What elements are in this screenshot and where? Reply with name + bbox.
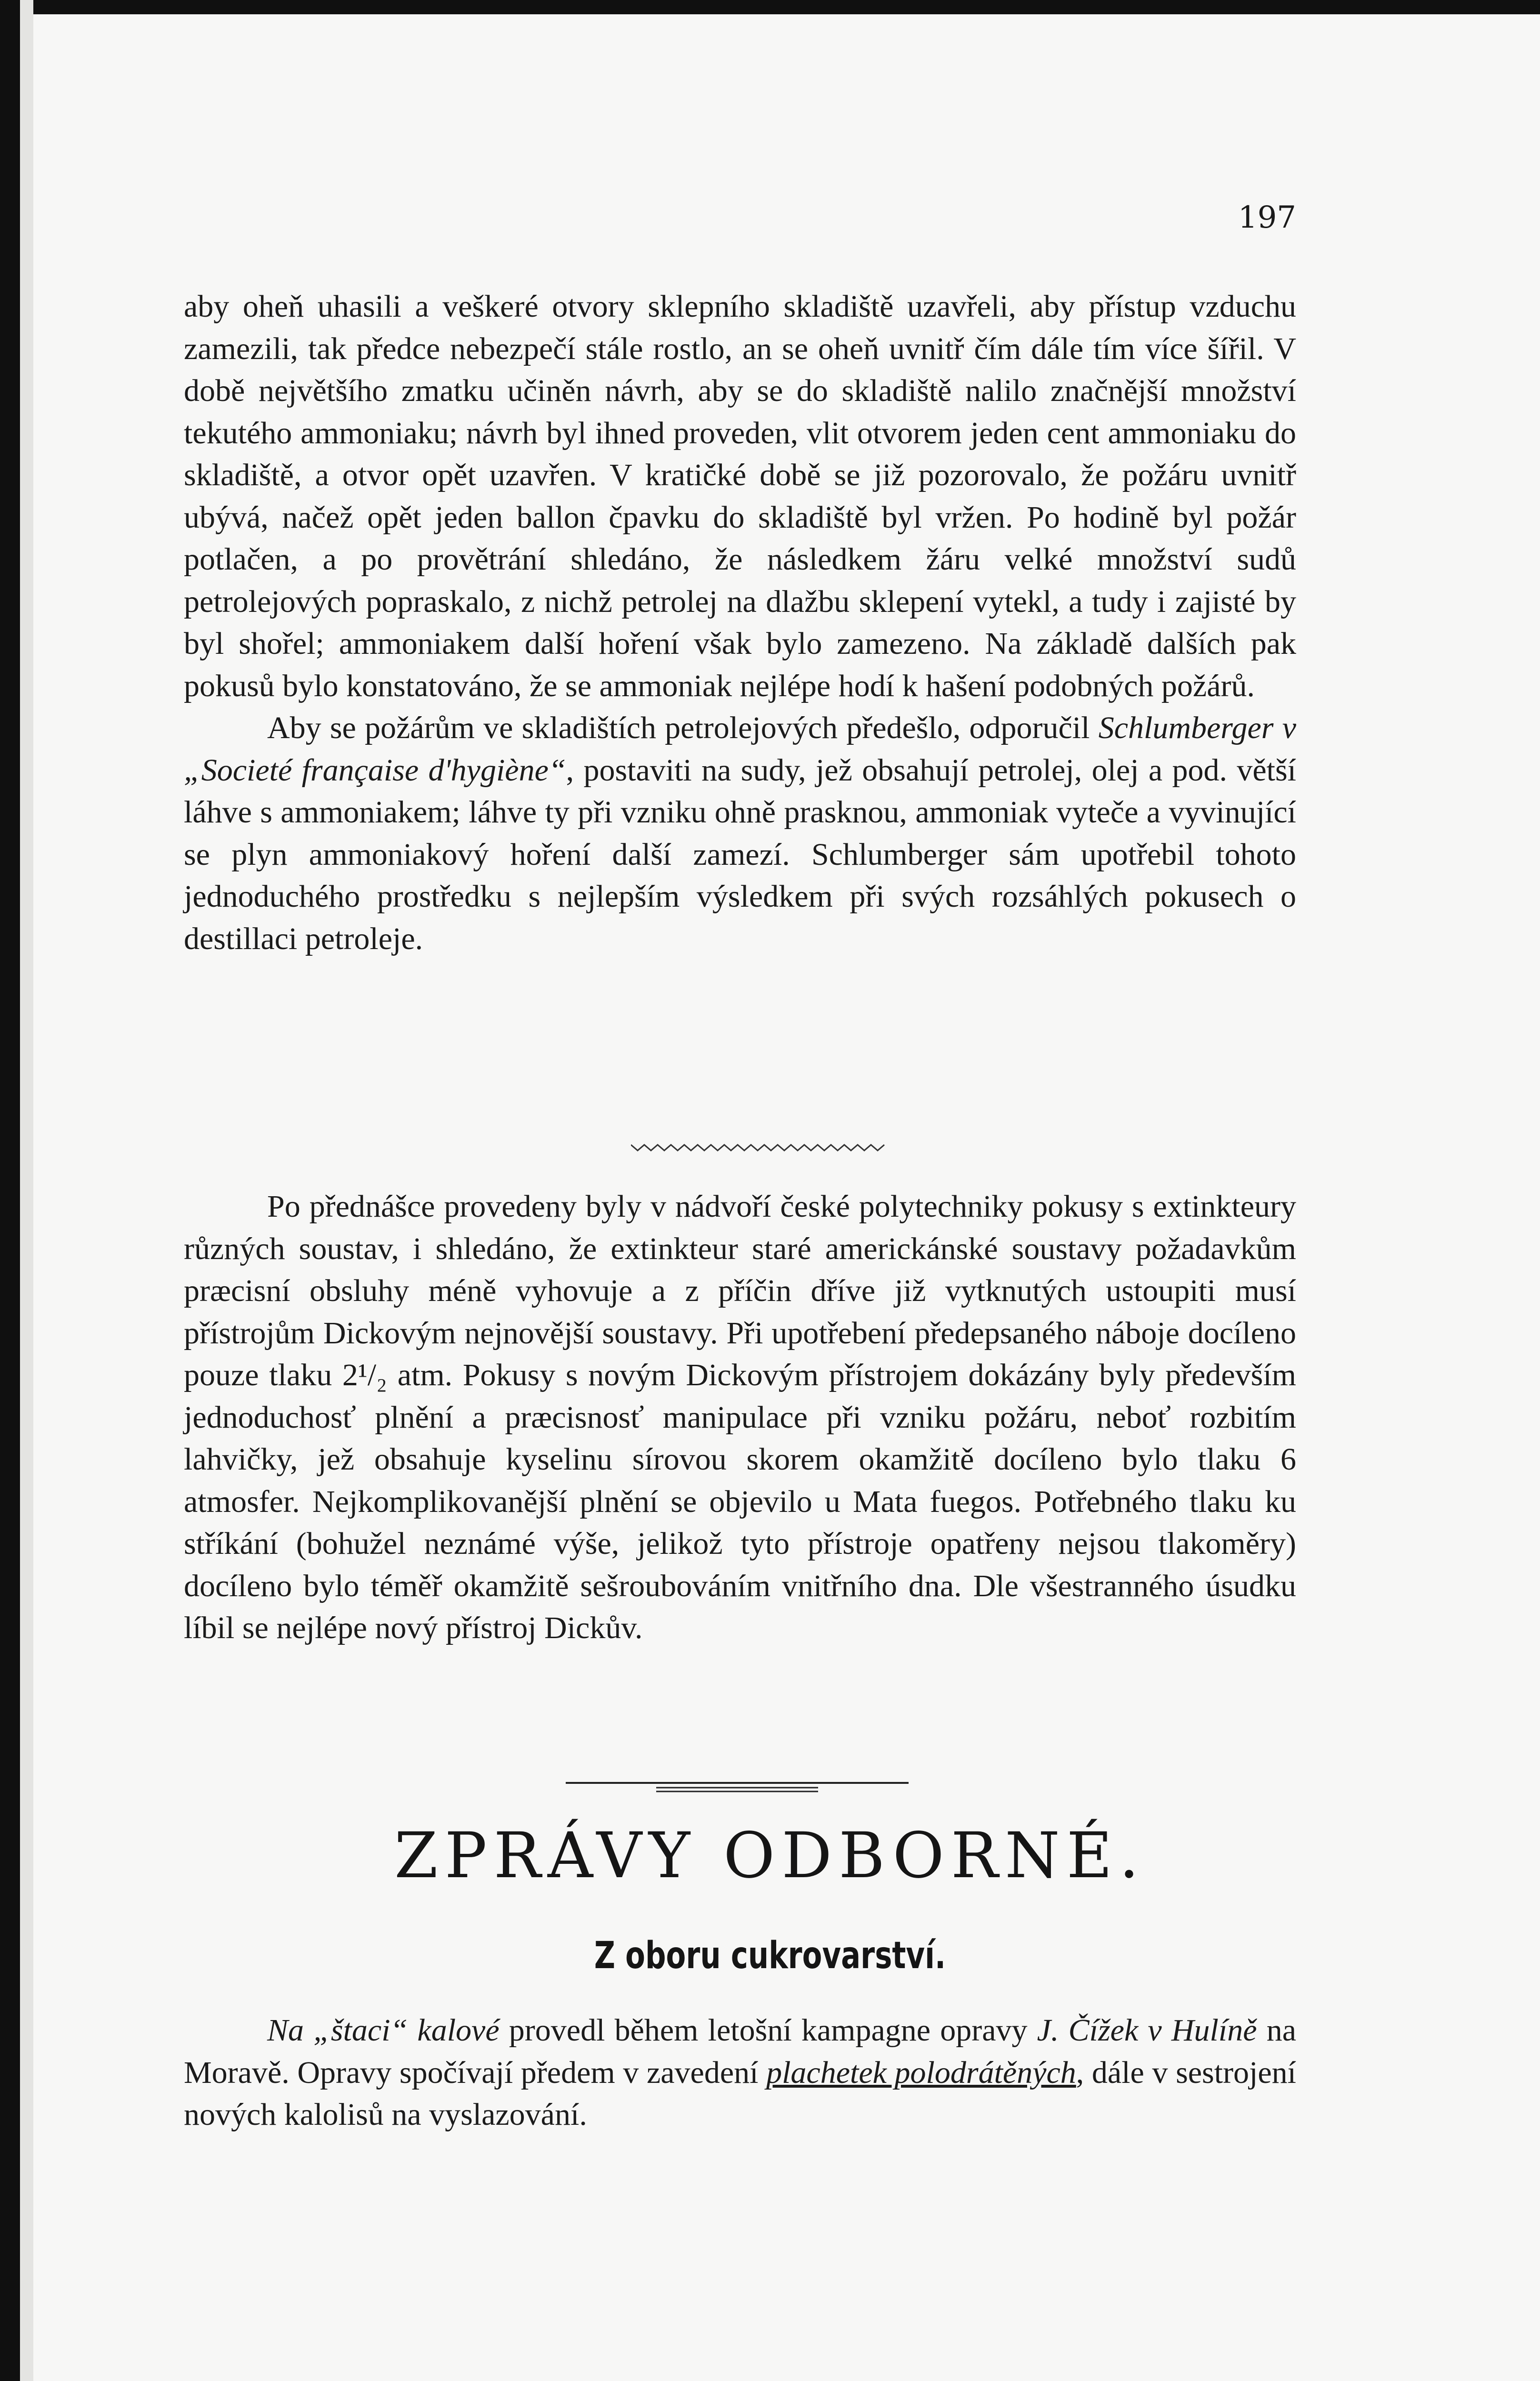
- paragraph-2-intro: Aby se požárům ve skladištích petrolejových předešlo, odporučil: [267, 710, 1099, 745]
- scan-border-top: [0, 0, 1540, 14]
- paragraph-1: aby oheň uhasili a veškeré otvory sklepního skladiště uzavřeli, aby přístup vzduchu zamezili, tak předce nebezpečí stále rostlo, an se oheň uvnitř čím dále tím více šířil. V době největšího zmatku učiněn návrh, aby se do skladiště nalilo značnější množství tekutého ammoniaku; návrh byl ihned proveden, vlit otvorem jeden cent ammoniaku do skladiště, a otvor opět uzavřen. V kratičké době se již pozorovalo, že požáru uvnitř ubývá, načež opět jeden ballon čpavku do skladiště byl vržen. Po hodině byl požár potlačen, a po provětrání shledáno, že následkem žáru velké množství sudů petrolejových popraskalo, z nichž petrolej na dlažbu sklepení vytekl, a tudy i zajisté by byl shořel; ammoniakem další hoření však bylo zamezeno. Na základě dalších pak pokusů bylo konstatováno, že se ammoniak nejlépe hodí k hašení podobných požárů.: [184, 289, 1296, 703]
- page-gutter: [20, 0, 33, 2381]
- body-text-section: [184, 2010, 1296, 2136]
- paragraph-4-text-2: na Moravě. Opravy spočívají předem v zavedení: [184, 2013, 1296, 2090]
- page-number: 197: [1238, 200, 1296, 235]
- citation-schlumberger: Schlumberger v „Societé française d'hygiène“: [184, 710, 1296, 788]
- paragraph-4-text-1: provedl během letošní kampagne opravy: [499, 2013, 1037, 2048]
- paragraph-3-part2: atm. Pokusy s novým Dickovým přístrojem dokázány byly především jednoduchosť plnění a præcisnosť manipulace při vzniku požáru, neboť rozbitím lahvičky, jež obsahuje kyselinu sírovou skorem okamžitě docíleno bylo tlaku 6 atmosfer. Nejkomplikovanější plnění se objevilo u Mata fuegos. Potřebného tlaku ku stříkání (bohužel neznámé výše, jelikož tyto přístroje opatřeny nejsou tlakoměry) docíleno bylo téměř okamžitě sešroubováním vnitřního dna. Dle všestranného úsudku líbil se nejlépe nový přístroj Dickův.: [184, 1358, 1297, 1645]
- section-title: ZPRÁVY ODBORNÉ.: [394, 1819, 1146, 1892]
- section-divider: [566, 1778, 909, 1797]
- pressure-fraction: 2¹/₂: [342, 1358, 388, 1392]
- paragraph-2-rest: , postaviti na sudy, jež obsahují petrolej, olej a pod. větší láhve s ammoniakem; láhve ty při vzniku ohně prasknou, ammoniak vyteče a vyvinující se plyn ammoniakový hoření další zamezí. Schlumberger sám upotřebil tohoto jednoduchého prostředku s nejlepším výsledkem při svých rozsáhlých pokusech o destillaci petroleje.: [184, 752, 1297, 956]
- section-subtitle: Z oboru cukrovarství.: [594, 1934, 946, 1977]
- paragraph-4-text-3: , dále v sestrojení nových kalolisů na vyslazování.: [184, 2055, 1297, 2132]
- italic-person: J. Čížek v Hulíně: [1037, 2013, 1257, 2048]
- paragraph-3-part1: Po přednášce provedeny byly v nádvoří české polytechniky pokusy s extinkteury různých soustav, i shledáno, že extinkteur staré americkánské soustavy požadavkům præcisní obsluhy méně vyhovuje a z příčin dříve již vytknutých ustoupiti musí přístrojům Dickovým nejnovější soustavy. Při upotřebení předepsaného náboje docíleno pouze tlaku: [184, 1189, 1296, 1392]
- paragraph-4: [184, 2010, 1296, 2136]
- italic-station: Na „štaci“ kalové: [267, 2013, 500, 2048]
- paragraph-2: [184, 707, 1296, 960]
- body-text-upper: [184, 286, 1296, 960]
- body-text-lower: [184, 1186, 1296, 1650]
- scan-border-left: [0, 0, 20, 2381]
- italic-cloths: plachetek polodrátěných: [766, 2055, 1076, 2090]
- wavy-separator: [631, 1142, 888, 1153]
- paragraph-3: [184, 1186, 1296, 1650]
